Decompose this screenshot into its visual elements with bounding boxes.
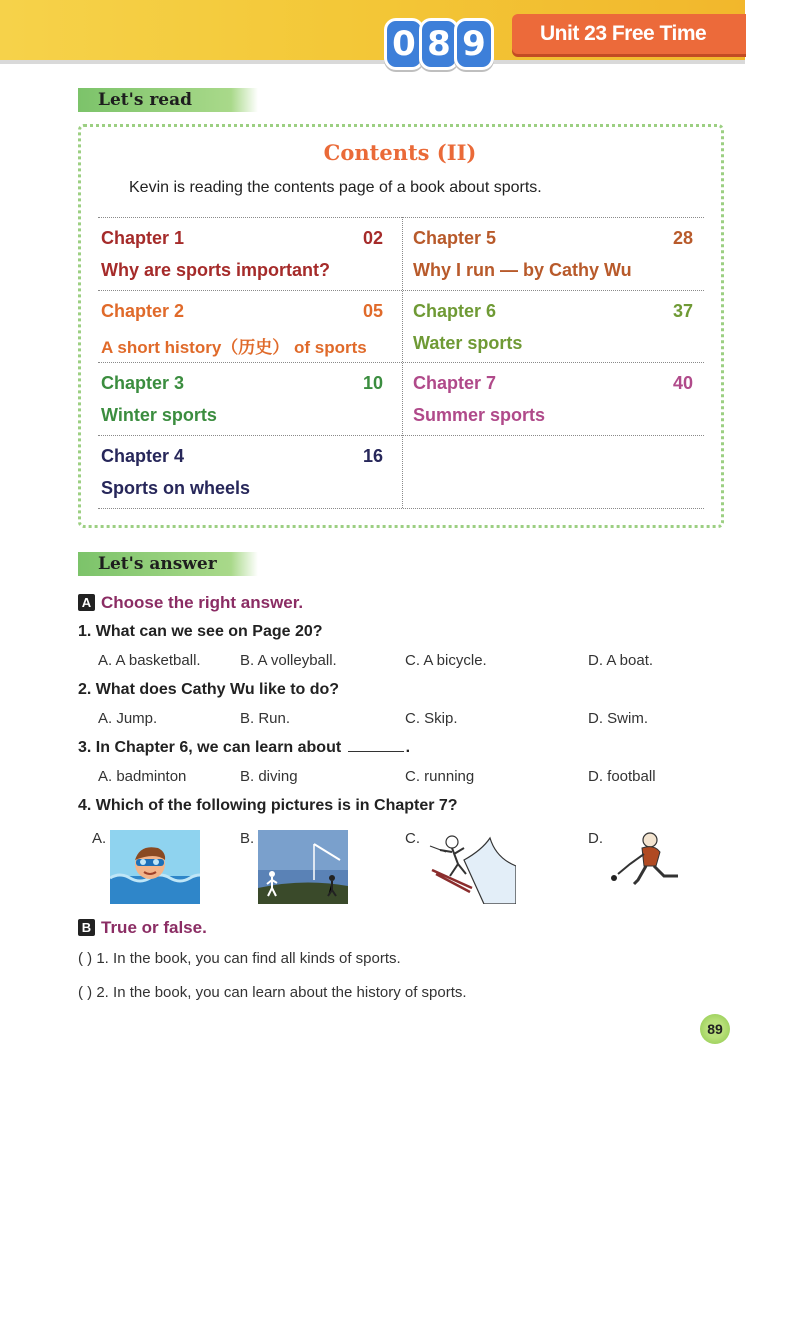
chapter-page: 10: [362, 373, 383, 393]
q4-label-b: B.: [240, 830, 255, 847]
chapter-page: 05: [362, 301, 383, 321]
hockey-player-picture[interactable]: [606, 830, 690, 892]
toc-entry-chapter-2: [101, 301, 383, 357]
question-3-end: .: [405, 739, 411, 756]
q4-label-c: C.: [405, 830, 420, 847]
contents-title: Contents (II): [323, 140, 477, 165]
chapter-title: Winter sports: [101, 405, 217, 425]
chapter-page: 40: [672, 373, 693, 393]
chapter-label: Chapter 1: [101, 228, 185, 248]
skier-picture[interactable]: [424, 830, 516, 904]
chapter-title: Water sports: [413, 333, 523, 353]
q1-option-b[interactable]: B. A volleyball.: [240, 652, 337, 669]
q1-option-c[interactable]: C. A bicycle.: [405, 652, 487, 669]
tf-answer-bracket[interactable]: ( ): [78, 984, 93, 1001]
question-4: 4. Which of the following pictures is in Chapter 7?: [78, 797, 458, 814]
q1-option-a[interactable]: A. A basketball.: [98, 652, 201, 669]
page-number: 89: [700, 1014, 730, 1044]
toc-entry-chapter-1: [101, 228, 383, 284]
toc-column-divider: [402, 217, 403, 508]
part-a-heading: [78, 593, 303, 613]
chapter-page: 02: [362, 228, 383, 248]
soccer-field-picture[interactable]: [258, 830, 348, 904]
part-a-letter: A: [78, 594, 95, 611]
q1-option-d[interactable]: D. A boat.: [588, 652, 654, 669]
chapter-title: Why I run — by Cathy Wu: [413, 260, 632, 280]
answer-blank[interactable]: [348, 751, 404, 752]
tf-statement: 2. In the book, you can learn about the history of sports.: [96, 984, 467, 1001]
question-1: 1. What can we see on Page 20?: [78, 623, 323, 640]
part-b-letter: B: [78, 919, 95, 936]
q3-option-c[interactable]: C. running: [405, 768, 475, 785]
chapter-page: 37: [672, 301, 693, 321]
q4-label-a: A.: [92, 830, 107, 847]
chapter-title: Why are sports important?: [101, 260, 331, 280]
unit-title-tab: Unit 23 Free Time: [512, 14, 746, 54]
chapter-label: Chapter 7: [413, 373, 497, 393]
chapter-title: Summer sports: [413, 405, 546, 425]
tf-item-1: [78, 950, 401, 967]
toc-entry-chapter-4: [101, 446, 383, 502]
chapter-title: A short history（历史） of sports: [101, 338, 367, 357]
q2-option-d[interactable]: D. Swim.: [588, 710, 648, 727]
q3-option-b[interactable]: B. diving: [240, 768, 298, 785]
part-b-instruction: True or false.: [101, 918, 207, 937]
toc-entry-chapter-6: [413, 301, 693, 357]
toc-divider: [98, 362, 704, 363]
chapter-label: Chapter 5: [413, 228, 497, 248]
q2-option-b[interactable]: B. Run.: [240, 710, 291, 727]
toc-entry-chapter-3: [101, 373, 383, 429]
chapter-label: Chapter 2: [101, 301, 185, 321]
tf-statement: 1. In the book, you can find all kinds of sports.: [96, 950, 401, 967]
part-a-instruction: Choose the right answer.: [101, 593, 304, 612]
page-digit-badge: 9: [454, 18, 494, 70]
header-shadow: [0, 60, 745, 64]
swimming-boy-picture[interactable]: [110, 830, 200, 904]
toc-divider: [98, 435, 704, 436]
question-3-text: 3. In Chapter 6, we can learn about: [78, 739, 342, 756]
chapter-page: 16: [362, 446, 383, 466]
tf-answer-bracket[interactable]: ( ): [78, 950, 93, 967]
q4-label-d: D.: [588, 830, 603, 847]
contents-intro: Kevin is reading the contents page of a book about sports.: [129, 179, 542, 196]
page-digit-badge: 0: [384, 18, 424, 70]
chapter-label: Chapter 4: [101, 446, 185, 466]
toc-divider: [98, 508, 704, 509]
question-2: 2. What does Cathy Wu like to do?: [78, 681, 340, 698]
toc-entry-chapter-7: [413, 373, 693, 429]
lets-answer-banner: Let's answer: [78, 552, 258, 576]
q2-option-a[interactable]: A. Jump.: [98, 710, 158, 727]
question-3: [78, 739, 410, 757]
toc-divider: [98, 290, 704, 291]
page-digit-badge: 8: [419, 18, 459, 70]
chapter-page: 28: [672, 228, 693, 248]
q2-option-c[interactable]: C. Skip.: [405, 710, 458, 727]
part-b-heading: [78, 918, 207, 938]
chapter-title: Sports on wheels: [101, 478, 251, 498]
chapter-label: Chapter 3: [101, 373, 185, 393]
tf-item-2: [78, 984, 467, 1001]
q3-option-d[interactable]: D. football: [588, 768, 656, 785]
toc-divider: [98, 217, 704, 218]
chapter-label: Chapter 6: [413, 301, 497, 321]
toc-entry-chapter-5: [413, 228, 693, 284]
q3-option-a[interactable]: A. badminton: [98, 768, 187, 785]
lets-read-banner: Let's read: [78, 88, 258, 112]
